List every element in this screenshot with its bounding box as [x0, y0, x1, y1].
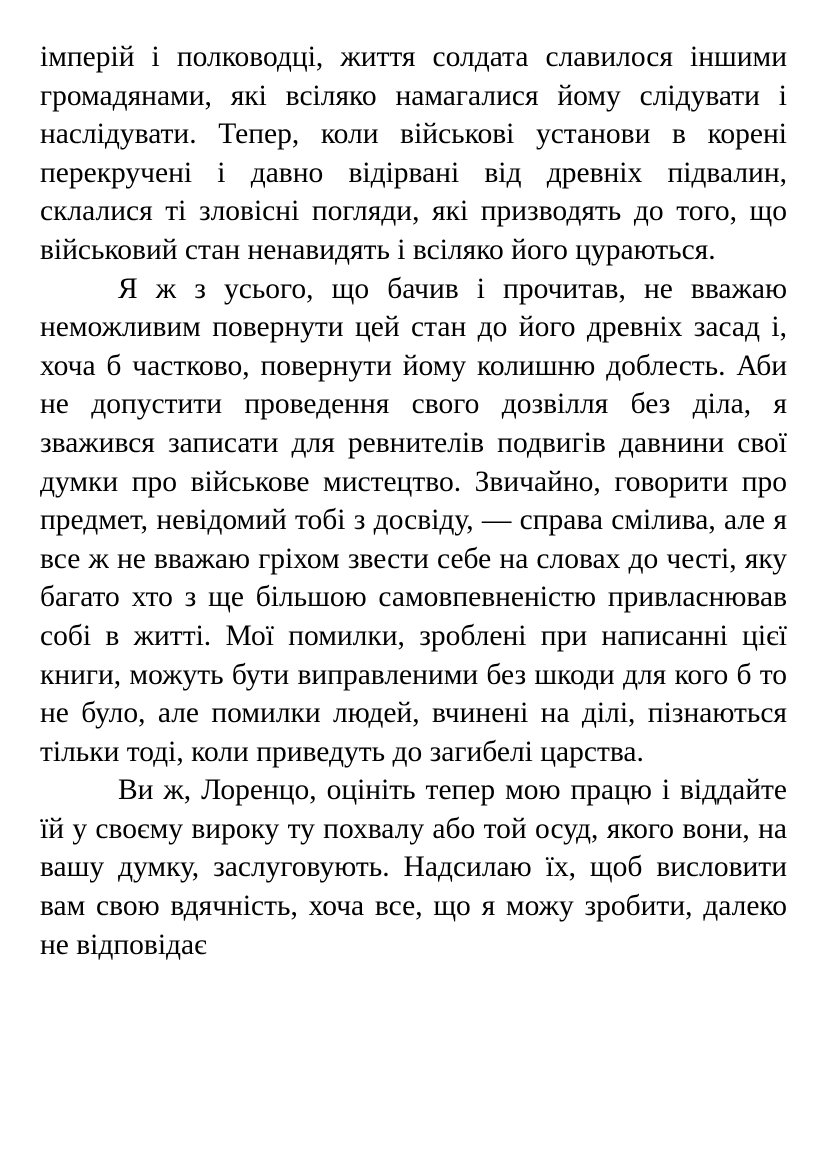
document-page: [40, 38, 787, 964]
paragraph-1: імперій і полководці, життя солдата славилося іншими громадянами, які всіляко намагалися йому слідувати і наслідувати. Тепер, коли військові установи в корені перекручені і давно відірвані від древніх підвалин, склалися ті зловісні погляди, які призводять до того, що військовий стан ненавидять і всіляко його цураються.: [40, 41, 787, 266]
paragraph-2: Я ж з усього, що бачив і прочитав, не вважаю неможливим повернути цей стан до його древніх засад і, хоча б частково, повернути йому колишню доблесть. Аби не допустити проведення свого дозвілля без діла, я зважився записати для ревнителів подвигів давнини свої думки про військове мистецтво. Звичайно, говорити про предмет, невідомий тобі з досвіду, — справа смілива, але я все ж не вважаю гріхом звести себе на словах до честі, яку багато хто з ще більшою самовпевненістю привласнював собі в житті. Мої помилки, зроблені при написанні цієї книги, можуть бути виправленими без шкоди для кого б то не було, але помилки людей, вчинені на ділі, пізнаються тільки тоді, коли приведуть до загибелі царства.: [40, 272, 787, 768]
paragraph-3: Ви ж, Лоренцо, оцініть тепер мою працю і віддайте їй у своєму вироку ту похвалу або той осуд, якого вони, на вашу думку, заслуговують. Надсилаю їх, щоб висловити вам свою вдячність, хоча все, що я можу зробити, далеко не відповідає: [40, 774, 787, 961]
